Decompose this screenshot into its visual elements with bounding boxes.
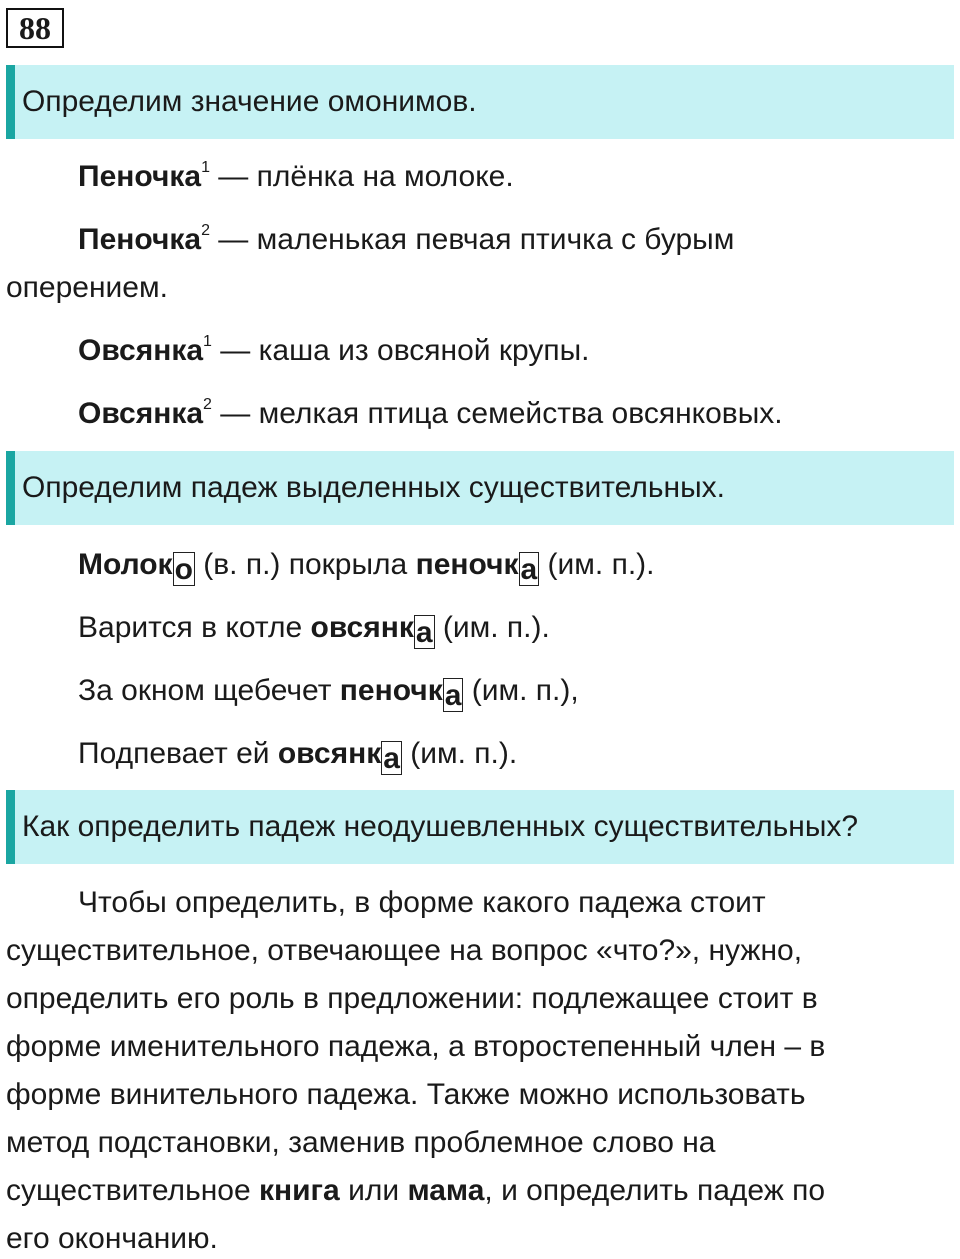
- sentence-text: Подпевает ей: [78, 737, 278, 770]
- definition: — мелкая птица семейства овсянковых.: [211, 397, 783, 430]
- paragraph-line: существительное книга или мама, и определить падеж по: [6, 1174, 826, 1207]
- definition-line: [78, 394, 783, 434]
- noun: Молоко: [78, 548, 193, 586]
- case-text: (им. п.),: [463, 674, 579, 707]
- case-text: (им. п.).: [434, 611, 550, 644]
- exercise-number: 88: [6, 8, 64, 48]
- noun: овсянка: [310, 611, 433, 649]
- section-heading-homonyms: Определим значение омонимов.: [6, 65, 954, 139]
- paragraph-line: его окончанию.: [6, 1222, 218, 1255]
- definition-line: [78, 331, 590, 371]
- noun: пеночка: [339, 674, 462, 712]
- paragraph-line: форме именительного падежа, а второстепенный член – в: [6, 1030, 826, 1063]
- example-word: книга: [258, 1174, 340, 1207]
- sentence-text: За окном щебечет: [78, 674, 340, 707]
- paragraph-line: существительное, отвечающее на вопрос «что?», нужно,: [6, 934, 803, 967]
- noun: овсянка: [277, 737, 400, 775]
- definition: — маленькая певчая птичка с бурым: [209, 223, 735, 256]
- sentence-line: [78, 671, 579, 712]
- superscript: 1: [201, 159, 210, 176]
- ending-box: о: [174, 553, 193, 586]
- definition-line: [78, 220, 734, 260]
- superscript: 2: [203, 396, 212, 413]
- definition: — каша из овсяной крупы.: [211, 334, 590, 367]
- definition-line: [78, 157, 514, 197]
- case-text: (в. п.) покрыла: [194, 548, 416, 581]
- paragraph-line: определить его роль в предложении: подлежащее стоит в: [6, 982, 818, 1015]
- term: Овсянка: [78, 334, 204, 367]
- definition: — плёнка на молоке.: [209, 160, 514, 193]
- sentence-text: Варится в котле: [78, 611, 311, 644]
- ending-box: а: [520, 553, 538, 586]
- superscript: 2: [201, 222, 210, 239]
- example-word: мама: [407, 1174, 485, 1207]
- sentence-line: [78, 545, 655, 586]
- paragraph-line: метод подстановки, заменив проблемное слово на: [6, 1126, 716, 1159]
- case-text: (им. п.).: [539, 548, 655, 581]
- definition-continuation: оперением.: [6, 271, 168, 304]
- ending-box: а: [444, 679, 462, 712]
- term: Пеночка: [78, 160, 202, 193]
- term: Овсянка: [78, 397, 204, 430]
- sentence-line: [78, 608, 550, 649]
- ending-box: а: [415, 616, 433, 649]
- term: Пеночка: [78, 223, 202, 256]
- sentence-line: [78, 734, 517, 775]
- paragraph-line: Чтобы определить, в форме какого падежа стоит: [78, 886, 766, 919]
- section-heading-case: Определим падеж выделенных существительных.: [6, 451, 954, 525]
- ending-box: а: [383, 742, 400, 775]
- noun: пеночка: [415, 548, 538, 586]
- superscript: 1: [203, 333, 212, 350]
- case-text: (им. п.).: [401, 737, 518, 770]
- paragraph-line: форме винительного падежа. Также можно использовать: [6, 1078, 806, 1111]
- section-heading-inanimate: Как определить падеж неодушевленных существительных?: [6, 790, 954, 864]
